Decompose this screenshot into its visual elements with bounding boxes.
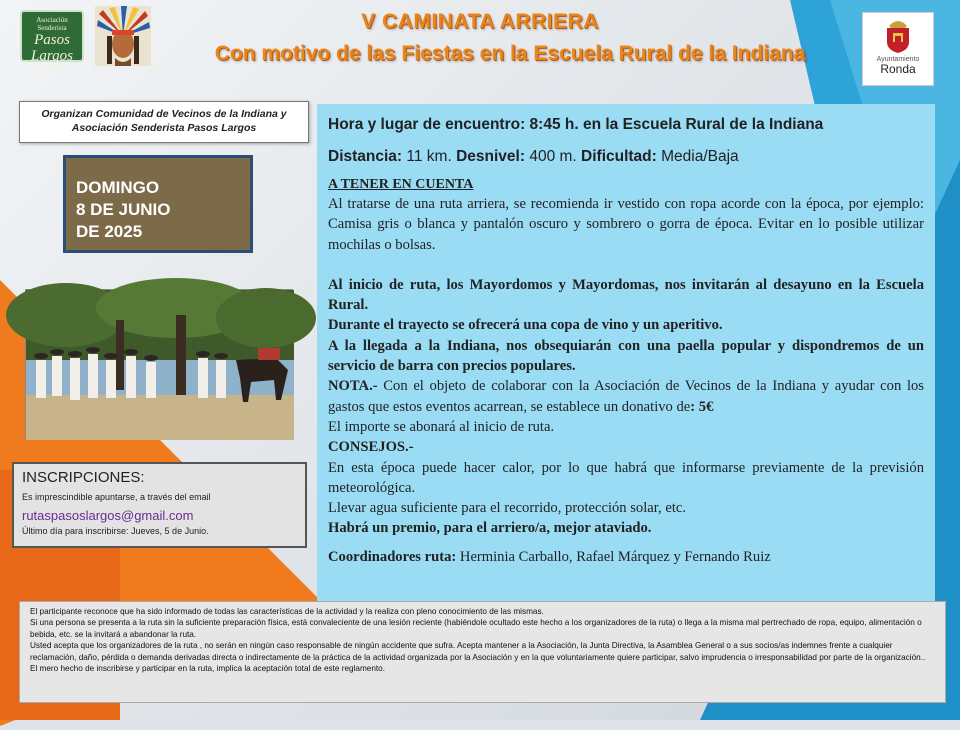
paella-note: A la llegada a la Indiana, nos obsequiarán con una paella popular y dispondremos de un servicio de barra con precios populares. <box>328 337 924 375</box>
registration-deadline: Último día para inscribirse: Jueves, 5 de Junio. <box>22 526 209 536</box>
meeting-point: Hora y lugar de encuentro: 8:45 h. en la Escuela Rural de la Indiana <box>328 116 824 133</box>
club-logo: Asociación Senderista Pasos Largos Ronda <box>20 10 84 62</box>
tips-title: CONSEJOS.- <box>328 439 414 456</box>
organizers-box: Organizan Comunidad de Vecinos de la Indiana y Asociación Senderista Pasos Largos <box>19 101 309 143</box>
event-info-panel <box>317 104 935 604</box>
section-title: A TENER EN CUENTA <box>328 177 474 192</box>
ronda-council-logo: Ayuntamiento Ronda <box>862 12 934 86</box>
group-photo <box>25 289 293 439</box>
event-subtitle: Con motivo de las Fiestas en la Escuela Rural de la Indiana <box>214 42 806 65</box>
event-date: DOMINGO 8 DE JUNIO DE 2025 <box>63 155 253 253</box>
wine-note: Durante el trayecto se ofrecerá una copa de vino y un aperitivo. <box>328 317 723 334</box>
tip-water: Llevar agua suficiente para el recorrido, protección solar, etc. <box>328 500 686 517</box>
disclaimer-line: Si una persona se presenta a la ruta sin la suficiente preparación física, está convaleciente de una lesión reciente (habiéndole ocultado este hecho a los organizadores de la ruta) o llega a la misma mal pertrechado de ropa, equipo, alimentación o bebida, etc. se la invitará a abandonar la ruta. <box>30 618 922 639</box>
donation-note: NOTA.- Con el objeto de colaborar con la Asociación de Vecinos de la Indiana y ayudar con los gastos que estos eventos acarrean, se establece un donativo de: 5€ <box>328 378 924 415</box>
coordinators: Coordinadores ruta: Herminia Carballo, Rafael Márquez y Fernando Ruiz <box>328 548 771 565</box>
disclaimer-line: El participante reconoce que ha sido informado de todas las características de la actividad y la realiza con pleno conocimiento de las mismas. <box>30 607 544 616</box>
registration-box <box>12 462 307 548</box>
coat-of-arms-icon <box>883 18 913 54</box>
clothing-advice: Al tratarse de una ruta arriera, se recomienda ir vestido con ropa acorde con la época, por ejemplo: Camisa gris o blanca y pantalón oscuro y sombrero o gorra de época. Evitar en lo posible utilizar mochilas o bolsas. <box>328 196 924 253</box>
disclaimer-box <box>19 601 946 703</box>
event-title: V CAMINATA ARRIERA <box>361 10 599 33</box>
tip-weather: En esta época puede hacer calor, por lo que habrá que informarse previamente de la previsión meteorológica. <box>328 459 924 496</box>
registration-intro: Es imprescindible apuntarse, a través del email <box>22 492 211 502</box>
disclaimer-line: Usted acepta que los organizadores de la ruta , no serán en ningún caso responsable de ningún accidente que sufra. Acepta mantener a la Asociación, la Junta Directiva, la Asamblea General o a sus socios/as indemnes frente a cualquier reclamación, daño, pérdida o demanda derivadas directa o indirectamente de la práctica de la actividad organizada por la Asociación y en la que voluntariamente quiere participar, salvo imprudencia o irresponsabilidad por parte de la organización.. <box>30 641 926 662</box>
payment-note: El importe se abonará al inicio de ruta. <box>328 418 555 435</box>
route-stats: Distancia: 11 km. Desnivel: 400 m. Dificultad: Media/Baja <box>328 148 739 165</box>
breakfast-note: Al inicio de ruta, los Mayordomos y Mayordomas, nos invitarán al desayuno en la Escuela Rural. <box>328 276 924 314</box>
registration-title: INSCRIPCIONES: <box>22 469 145 486</box>
disclaimer-line: El mero hecho de inscribirse y participar en la ruta, implica la aceptación total de este reglamento. <box>30 664 385 674</box>
chief-headdress-icon <box>95 6 151 66</box>
prize-note: Habrá un premio, para el arriero/a, mejor ataviado. <box>328 520 652 537</box>
registration-email-link[interactable]: rutaspasoslargos@gmail.com <box>22 508 194 523</box>
